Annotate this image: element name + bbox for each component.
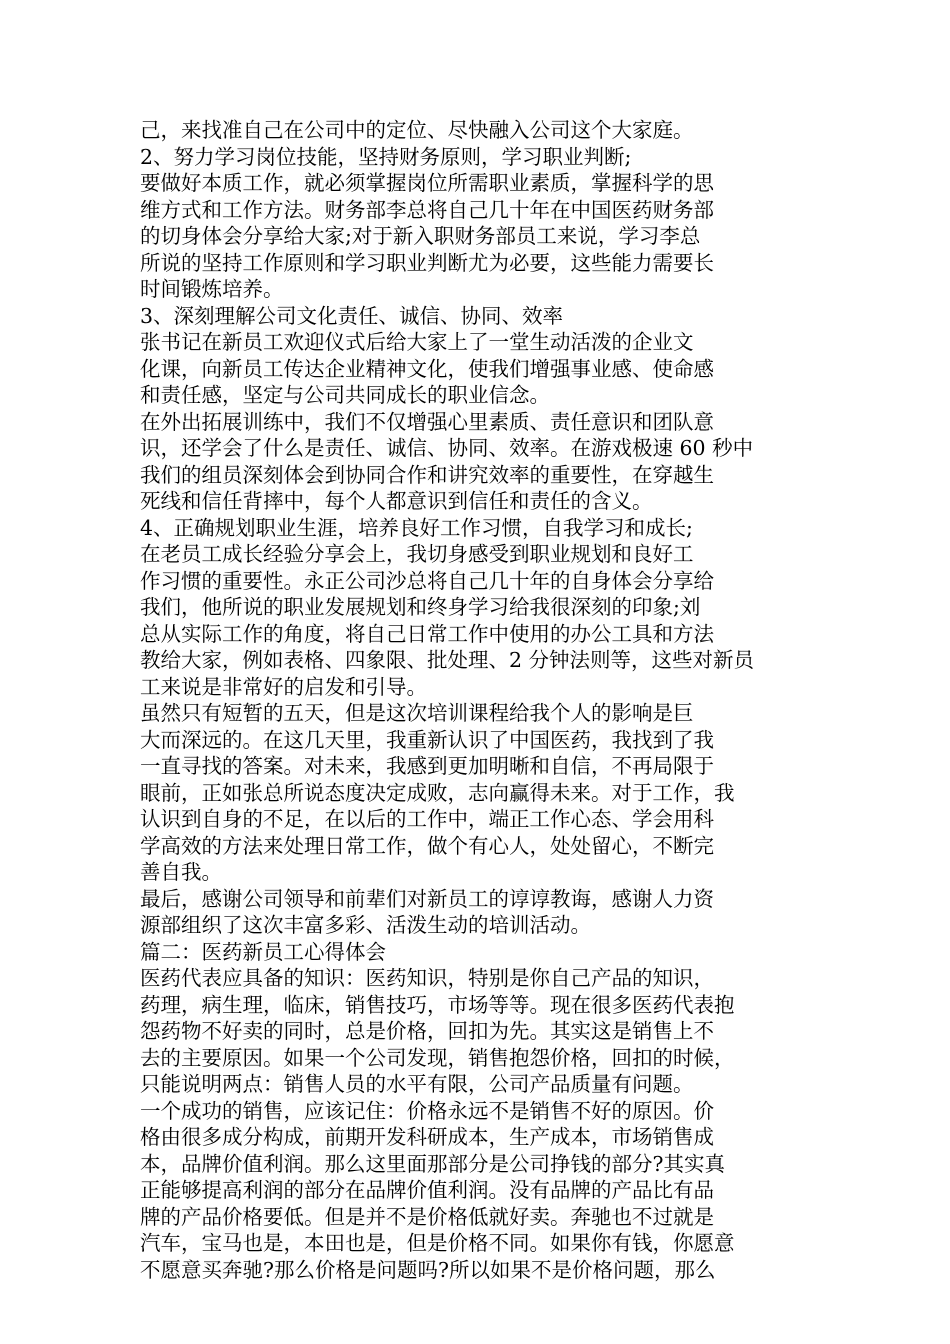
- text-line: 大而深远的。在这几天里，我重新认识了中国医药，我找到了我: [140, 727, 714, 752]
- text-line: 死线和信任背摔中，每个人都意识到信任和责任的含义。: [140, 489, 653, 513]
- text-line: 己，来找准自己在公司中的定位、尽快融入公司这个大家庭。: [140, 118, 694, 142]
- text-line: 总从实际工作的角度，将自己日常工作中使用的办公工具和方法: [140, 621, 714, 646]
- text-line: 本，品牌价值利润。那么这里面那部分是公司挣钱的部分?其实真: [140, 1151, 725, 1176]
- text-line: 最后，感谢公司领导和前辈们对新员工的谆谆教诲，感谢人力资: [140, 886, 714, 911]
- text-line: 我们，他所说的职业发展规划和终身学习给我很深刻的印象;刘: [140, 595, 701, 619]
- text-line: 药理，病生理，临床，销售技巧，市场等等。现在很多医药代表抱: [140, 992, 735, 1017]
- text-line: 眼前，正如张总所说态度决定成败，志向赢得未来。对于工作，我: [140, 780, 735, 805]
- text-line: 化课，向新员工传达企业精神文化，使我们增强事业感、使命感: [140, 356, 714, 381]
- text-line: 和责任感，坚定与公司共同成长的职业信念。: [140, 383, 550, 407]
- text-line: 我们的组员深刻体会到协同合作和讲究效率的重要性，在穿越生: [140, 462, 714, 487]
- text-line: 认识到自身的不足，在以后的工作中，端正工作心态、学会用科: [140, 807, 714, 831]
- text-line: 3、深刻理解公司文化责任、诚信、协同、效率: [140, 303, 564, 328]
- text-line: 工来说是非常好的启发和引导。: [140, 674, 427, 699]
- text-line: 一个成功的销售，应该记住：价格永远不是销售不好的原因。价: [140, 1098, 714, 1123]
- text-line: 在老员工成长经验分享会上，我切身感受到职业规划和良好工: [140, 542, 694, 566]
- text-line: 作习惯的重要性。永正公司沙总将自己几十年的自身体会分享给: [140, 568, 714, 593]
- text-line: 张书记在新员工欢迎仪式后给大家上了一堂生动活泼的企业文: [140, 330, 694, 354]
- text-line: 篇二：医药新员工心得体会: [140, 939, 386, 964]
- text-line: 所说的坚持工作原则和学习职业判断尤为必要，这些能力需要长: [140, 250, 714, 275]
- text-line: 的切身体会分享给大家;对于新入职财务部员工来说，学习李总: [140, 224, 701, 248]
- text-line: 维方式和工作方法。财务部李总将自己几十年在中国医药财务部: [140, 197, 714, 222]
- text-line: 2、努力学习岗位技能，坚持财务原则，学习职业判断;: [140, 144, 632, 169]
- text-line: 医药代表应具备的知识：医药知识，特别是你自己产品的知识，: [140, 966, 714, 990]
- text-line: 去的主要原因。如果一个公司发现，销售抱怨价格，回扣的时候，: [140, 1045, 735, 1070]
- text-line: 识，还学会了什么是责任、诚信、协同、效率。在游戏极速 60 秒中: [140, 436, 754, 460]
- text-line: 汽车，宝马也是，本田也是，但是价格不同。如果你有钱，你愿意: [140, 1231, 735, 1255]
- text-line: 善自我。: [140, 860, 222, 884]
- text-line: 在外出拓展训练中，我们不仅增强心里素质、责任意识和团队意: [140, 409, 714, 434]
- text-line: 只能说明两点：销售人员的水平有限，公司产品质量有问题。: [140, 1072, 694, 1096]
- text-line: 要做好本质工作，就必须掌握岗位所需职业素质，掌握科学的思: [140, 171, 714, 195]
- text-line: 正能够提高利润的部分在品牌价值利润。没有品牌的产品比有品: [140, 1178, 714, 1202]
- text-line: 一直寻找的答案。对未来，我感到更加明晰和自信，不再局限于: [140, 754, 714, 778]
- text-line: 格由很多成分构成，前期开发科研成本，生产成本，市场销售成: [140, 1125, 714, 1149]
- text-line: 怨药物不好卖的同时，总是价格，回扣为先。其实这是销售上不: [140, 1019, 714, 1043]
- text-line: 牌的产品价格要低。但是并不是价格低就好卖。奔驰也不过就是: [140, 1204, 714, 1229]
- text-line: 时间锻炼培养。: [140, 277, 284, 301]
- document-body: [140, 117, 810, 1283]
- text-line: 虽然只有短暂的五天，但是这次培训课程给我个人的影响是巨: [140, 701, 694, 725]
- text-line: 4、正确规划职业生涯，培养良好工作习惯，自我学习和成长;: [140, 515, 693, 540]
- text-line: 不愿意买奔驰?那么价格是问题吗?所以如果不是价格问题，那么: [140, 1257, 716, 1282]
- text-line: 教给大家，例如表格、四象限、批处理、2 分钟法则等，这些对新员: [140, 648, 755, 672]
- text-line: 学高效的方法来处理日常工作，做个有心人，处处留心，不断完: [140, 833, 714, 858]
- text-line: 源部组织了这次丰富多彩、活泼生动的培训活动。: [140, 913, 591, 937]
